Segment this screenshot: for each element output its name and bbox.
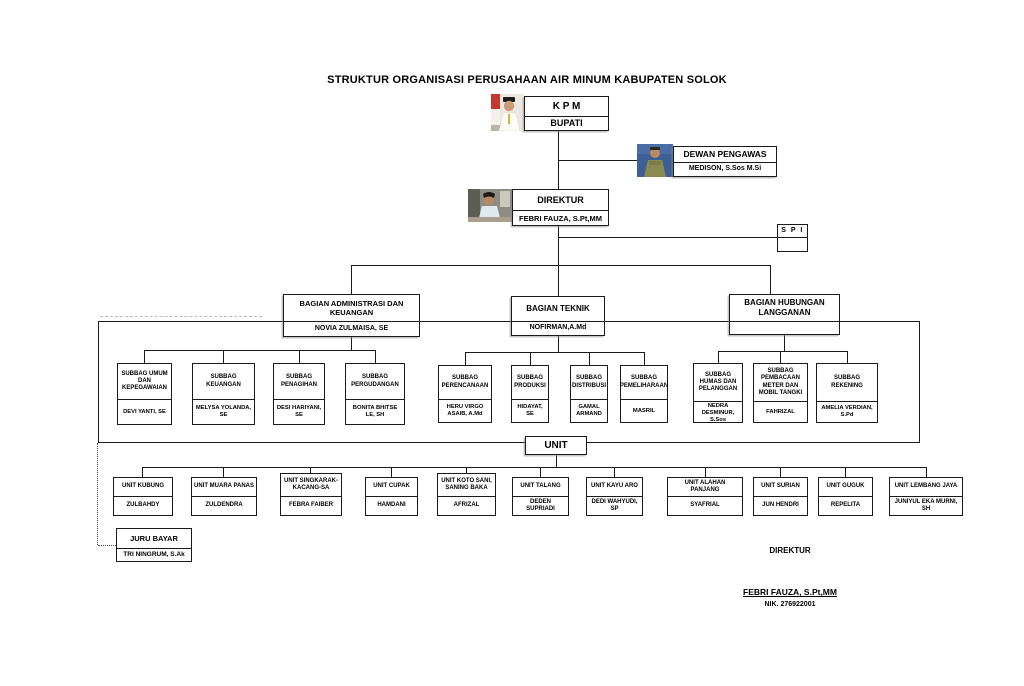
unit-header-box xyxy=(525,436,587,455)
subbag-humas-pelanggan-box xyxy=(693,363,743,423)
subbag-holder-name: BONITA BHITSE LE, SH xyxy=(352,405,398,418)
bagian-title: BAGIAN HUBUNGAN LANGGANAN xyxy=(730,295,839,322)
unit-holder-name: HAMDANI xyxy=(377,502,406,509)
subbag-pembacaan-meter-box xyxy=(753,363,808,423)
connector-line xyxy=(556,455,557,467)
bagian-head-name xyxy=(730,322,839,334)
unit-kayu-aro-box xyxy=(586,477,643,516)
connector-line xyxy=(144,350,145,363)
connector-line xyxy=(98,321,99,443)
connector-line xyxy=(589,352,590,365)
bagian-teknik-box xyxy=(511,296,605,336)
connector-line xyxy=(465,352,644,353)
connector-line xyxy=(644,352,645,365)
unit-header-label: UNIT xyxy=(544,439,568,451)
connector-line xyxy=(142,467,926,468)
bagian-administrasi-keuangan-box xyxy=(283,294,420,337)
spi-title: S P I xyxy=(778,225,807,238)
unit-holder-name: JUNIYUL EKA MURNI, SH xyxy=(894,498,958,512)
bagian-title: BAGIAN TEKNIK xyxy=(512,297,604,322)
connector-line xyxy=(299,350,300,363)
connector-line xyxy=(926,467,927,477)
page-title: STRUKTUR ORGANISASI PERUSAHAAN AIR MINUM KABUPATEN SOLOK xyxy=(327,74,727,86)
subbag-holder-name: AMELIA VERDIAN, S.Pd xyxy=(821,405,873,418)
subbag-holder-name: NEDRA DESMINUR, S.Sos xyxy=(701,403,735,423)
connector-line xyxy=(465,352,466,365)
unit-talang-box xyxy=(512,477,569,516)
subbag-title: SUBBAG KEUANGAN xyxy=(193,364,254,400)
dewan-pengawas-name: MEDISON, S.Sos M.Si xyxy=(688,165,762,173)
unit-holder-name: DEDI WAHYUDI, SP xyxy=(591,498,638,512)
direktur-title: DIREKTUR xyxy=(513,190,608,211)
connector-line xyxy=(558,336,559,352)
direktur-portrait-photo xyxy=(468,189,512,222)
subbag-title: SUBBAG PEMBACAAN METER DAN MOBIL TANGKI xyxy=(754,364,807,402)
dotted-connector-line xyxy=(97,443,98,545)
connector-line xyxy=(530,352,531,365)
subbag-title: SUBBAG DISTRIBUSI xyxy=(571,366,607,400)
subbag-penagihan-box xyxy=(273,363,325,425)
bagian-head-name: NOFIRMAN,A.Md xyxy=(529,324,587,332)
bagian-head-name: NOVIA ZULMAISA, SE xyxy=(314,324,389,332)
kpm-title: K P M xyxy=(525,97,608,117)
subbag-keuangan-box xyxy=(192,363,255,425)
unit-holder-name: SYAFRIAL xyxy=(690,502,720,509)
unit-holder-name: AFRIZAL xyxy=(453,502,480,509)
unit-title: UNIT ALAHAN PANJANG xyxy=(668,478,742,497)
subbag-perencanaan-box xyxy=(438,365,492,423)
unit-title: UNIT CUPAK xyxy=(366,478,417,497)
connector-line xyxy=(98,442,920,443)
connector-line xyxy=(614,467,615,477)
subbag-title: SUBBAG PERENCANAAN xyxy=(439,366,491,400)
spi-empty-cell xyxy=(778,238,807,251)
connector-line xyxy=(845,467,846,477)
signature-nik: NIK. 276922001 xyxy=(764,601,816,608)
connector-line xyxy=(223,467,224,477)
connector-line xyxy=(540,467,541,477)
unit-title: UNIT MUARA PANAS xyxy=(192,478,256,497)
unit-title: UNIT LEMBANG JAYA xyxy=(890,478,962,497)
subbag-holder-name: HERU VIRGO ASAIB, A.Md xyxy=(446,404,484,417)
signature-role: DIREKTUR xyxy=(769,546,811,555)
unit-holder-name: ZULBAHDY xyxy=(126,502,160,509)
unit-kubung-box xyxy=(113,477,173,516)
spi-box xyxy=(777,224,808,252)
connector-line xyxy=(770,265,771,294)
connector-line xyxy=(351,337,352,350)
dewan-pengawas-portrait-photo xyxy=(637,144,673,177)
unit-surian-box xyxy=(753,477,808,516)
subbag-title: SUBBAG PEMELIHARAAN xyxy=(621,366,667,400)
connector-line xyxy=(375,350,376,363)
subbag-title: SUBBAG PENAGIHAN xyxy=(274,364,324,400)
unit-guguk-box xyxy=(818,477,873,516)
subbag-title: SUBBAG HUMAS DAN PELANGGAN xyxy=(694,364,742,402)
connector-line xyxy=(142,467,143,477)
subbag-holder-name: DEVI YANTI, SE xyxy=(123,408,166,415)
unit-title: UNIT KAYU ARO xyxy=(587,478,642,497)
dashed-connector-line xyxy=(100,316,262,317)
juru-bayar-title: JURU BAYAR xyxy=(117,529,191,549)
dewan-pengawas-title: DEWAN PENGAWAS xyxy=(674,147,776,163)
kpm-name: BUPATI xyxy=(550,118,583,129)
juru-bayar-box xyxy=(116,528,192,562)
subbag-title: SUBBAG PRODUKSI xyxy=(512,366,548,400)
unit-holder-name: ZULDENDRA xyxy=(205,502,243,509)
juru-bayar-name: TRI NINGRUM, S.Ak xyxy=(123,551,185,559)
unit-singkarak-kacang-box xyxy=(280,473,342,516)
unit-holder-name: DEDEN SUPRIADI xyxy=(526,498,555,512)
unit-holder-name: JUN HENDRI xyxy=(762,502,799,509)
bagian-hubungan-langganan-box xyxy=(729,294,840,335)
subbag-holder-name: MASRIL xyxy=(632,407,656,414)
connector-line xyxy=(558,160,637,161)
connector-line xyxy=(780,351,781,363)
subbag-holder-name: DESI HARIYANI, SE xyxy=(276,405,322,418)
connector-line xyxy=(391,467,392,477)
connector-line xyxy=(919,321,920,443)
subbag-pemeliharaan-box xyxy=(620,365,668,423)
connector-line xyxy=(718,351,719,363)
subbag-distribusi-box xyxy=(570,365,608,423)
unit-title: UNIT TALANG xyxy=(513,478,568,497)
unit-title: UNIT SURIAN xyxy=(754,478,807,497)
unit-title: UNIT SINGKARAK-KACANG-SA xyxy=(281,474,341,497)
bagian-title: BAGIAN ADMINISTRASI DAN KEUANGAN xyxy=(284,295,419,322)
connector-line xyxy=(784,335,785,351)
connector-line xyxy=(558,225,559,296)
direktur-name: FEBRI FAUZA, S.Pt,MM xyxy=(519,213,602,223)
connector-line xyxy=(351,265,770,266)
unit-cupak-box xyxy=(365,477,418,516)
signature-name: FEBRI FAUZA, S.Pt,MM xyxy=(743,587,837,597)
connector-line xyxy=(705,467,706,477)
unit-koto-sani-saning-baka-box xyxy=(437,473,496,516)
unit-holder-name: REPELITA xyxy=(830,502,861,509)
connector-line xyxy=(223,350,224,363)
direktur-box xyxy=(512,189,609,226)
unit-muara-panas-box xyxy=(191,477,257,516)
subbag-umum-kepegawaian-box xyxy=(117,363,172,425)
subbag-rekening-box xyxy=(816,363,878,423)
subbag-holder-name: HIDAYAT, SE xyxy=(517,404,543,417)
subbag-holder-name: MELYSA YOLANDA, SE xyxy=(195,405,252,418)
unit-holder-name: FEBRA FAIBER xyxy=(288,502,334,509)
connector-line xyxy=(558,237,777,238)
connector-line xyxy=(144,350,375,351)
dotted-connector-line xyxy=(98,545,116,546)
subbag-title: SUBBAG REKENING xyxy=(817,364,877,402)
subbag-title: SUBBAG UMUM DAN KEPEGAWAIAN xyxy=(118,364,171,400)
unit-lembang-jaya-box xyxy=(889,477,963,516)
subbag-holder-name: FAHRIZAL xyxy=(766,408,795,415)
unit-title: UNIT KUBUNG xyxy=(114,478,172,497)
connector-line xyxy=(351,265,352,294)
subbag-title: SUBBAG PERGUDANGAN xyxy=(346,364,404,400)
bupati-portrait-photo xyxy=(491,94,524,131)
connector-line xyxy=(780,467,781,477)
connector-line xyxy=(847,351,848,363)
unit-title: UNIT GUGUK xyxy=(819,478,872,497)
subbag-pergudangan-box xyxy=(345,363,405,425)
connector-line xyxy=(718,351,847,352)
unit-alahan-panjang-box xyxy=(667,477,743,516)
subbag-produksi-box xyxy=(511,365,549,423)
subbag-holder-name: GAMAL ARMAND xyxy=(576,404,602,417)
dewan-pengawas-box xyxy=(673,146,777,177)
unit-title: UNIT KOTO SANI, SANING BAKA xyxy=(438,474,495,497)
kpm-box xyxy=(524,96,609,131)
